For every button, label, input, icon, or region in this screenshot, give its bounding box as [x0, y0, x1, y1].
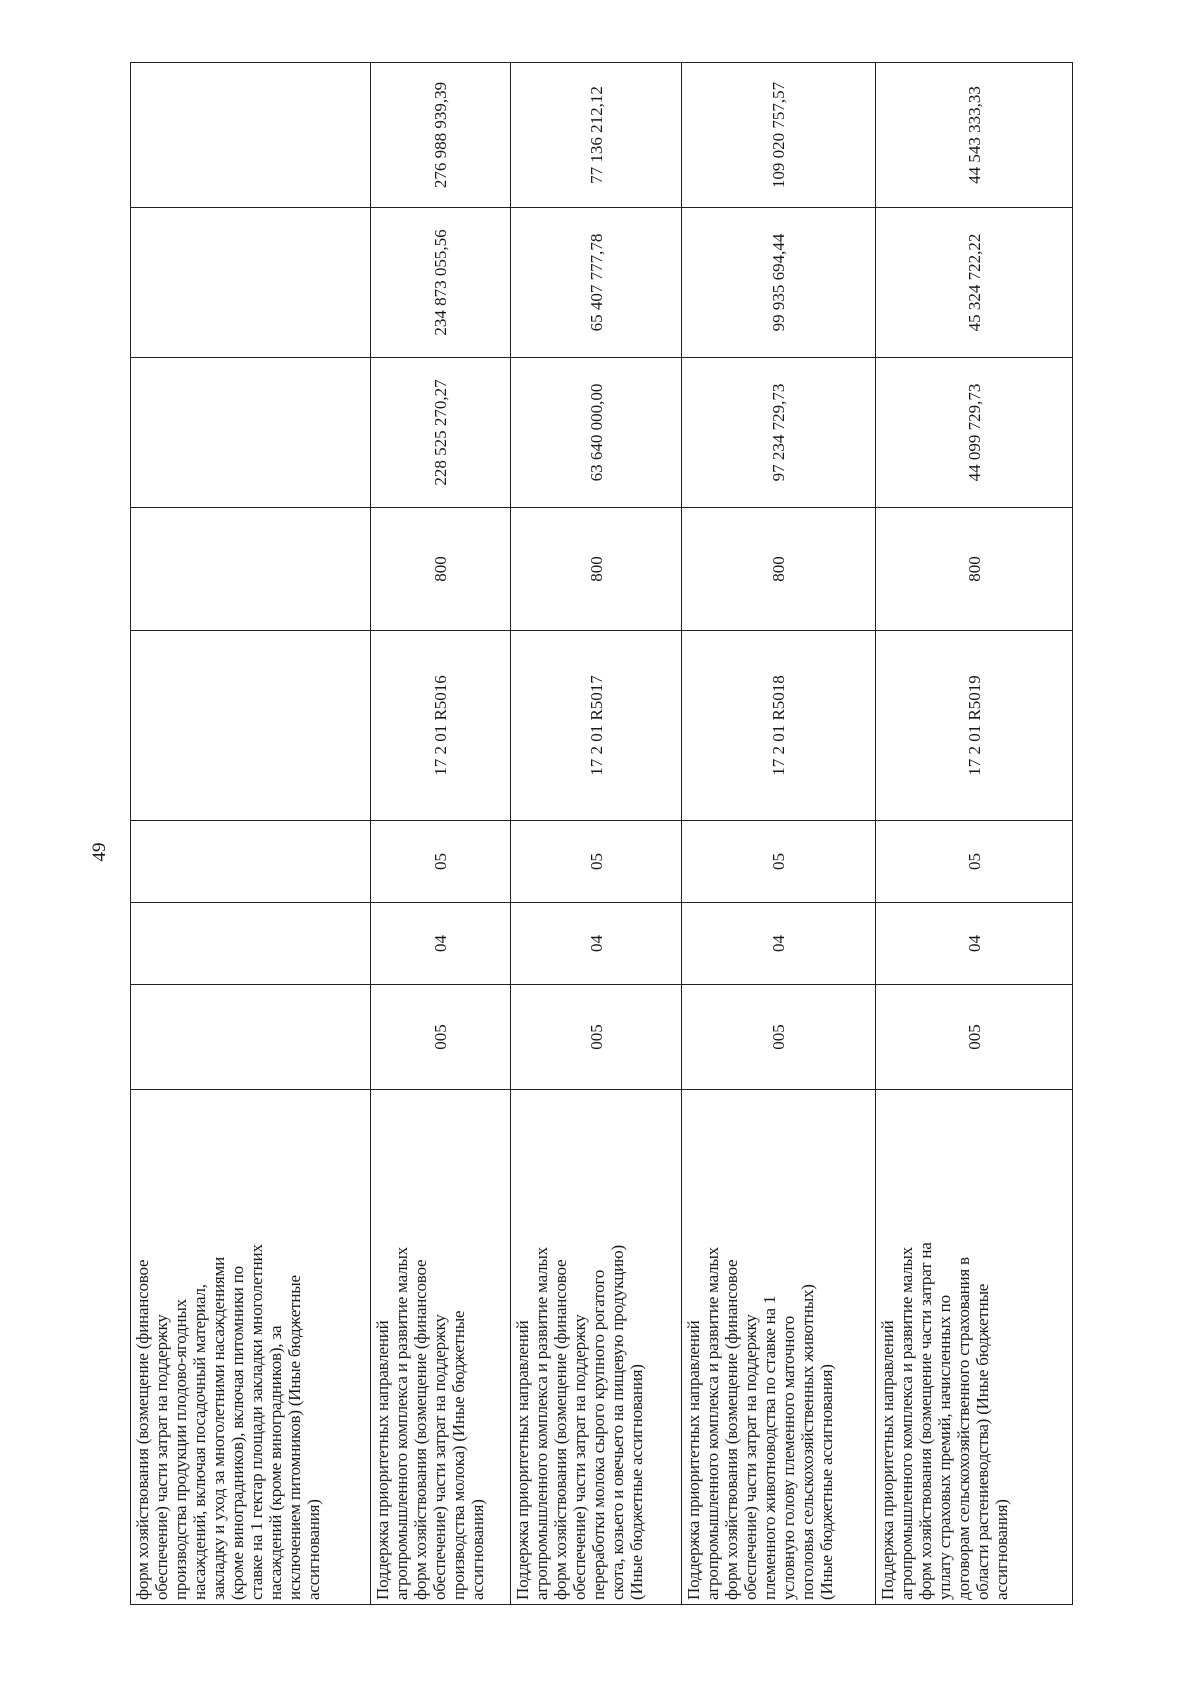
row-expense-type: 800	[371, 508, 511, 631]
row-section	[131, 903, 371, 985]
table-row	[511, 63, 682, 1605]
row-amount-2: 234 873 055,56	[371, 208, 511, 358]
page-number: 49	[89, 842, 110, 862]
budget-table-container	[130, 63, 1072, 1605]
row-ministry-code: 005	[511, 985, 682, 1090]
table-row	[682, 63, 876, 1605]
row-target-article: 17 2 01 R5016	[371, 631, 511, 821]
row-ministry-code	[131, 985, 371, 1090]
row-amount-1: 63 640 000,00	[511, 358, 682, 508]
row-description: форм хозяйствования (возмещение (финансовое обеспечение) части затрат на поддержку производства продукции плодово-ягодных насаждений, включая посадочный материал, закладку и уход за многолетними насаждениями (кроме виноградников), включая питомники по ставке на 1 гектар площади закладки многолетних насаждений (кроме виноградников), за исключением питомников) (Иные бюджетные ассигнования)	[131, 1090, 371, 1605]
row-amount-3: 109 020 757,57	[682, 63, 876, 208]
row-description: Поддержка приоритетных направлений агропромышленного комплекса и развитие малых форм хозяйствования (возмещение части затрат на уплату страховых премий, начисленных по договорам сельскохозяйственного страхования в области растениеводства) (Иные бюджетные ассигнования)	[876, 1090, 1073, 1605]
row-description: Поддержка приоритетных направлений агропромышленного комплекса и развитие малых форм хозяйствования (возмещение (финансовое обеспечение) части затрат на поддержку племенного животноводства по ставке на 1 условную голову племенного маточного поголовья сельскохозяйственных животных) (Иные бюджетные ассигнования)	[682, 1090, 876, 1605]
row-description: Поддержка приоритетных направлений агропромышленного комплекса и развитие малых форм хозяйствования (возмещение (финансовое обеспечение) части затрат на поддержку переработки молока сырого крупного рогатого скота, козьего и овечьего на пищевую продукцию) (Иные бюджетные ассигнования)	[511, 1090, 682, 1605]
row-amount-2: 45 324 722,22	[876, 208, 1073, 358]
row-target-article: 17 2 01 R5018	[682, 631, 876, 821]
table-row	[371, 63, 511, 1605]
row-target-article	[131, 631, 371, 821]
row-amount-1: 44 099 729,73	[876, 358, 1073, 508]
row-expense-type: 800	[682, 508, 876, 631]
row-subsection	[131, 821, 371, 903]
row-expense-type: 800	[511, 508, 682, 631]
row-subsection: 05	[511, 821, 682, 903]
row-amount-3: 77 136 212,12	[511, 63, 682, 208]
table-row	[876, 63, 1073, 1605]
row-amount-2	[131, 208, 371, 358]
row-amount-3: 276 988 939,39	[371, 63, 511, 208]
row-expense-type: 800	[876, 508, 1073, 631]
row-amount-1: 228 525 270,27	[371, 358, 511, 508]
row-amount-2: 99 935 694,44	[682, 208, 876, 358]
row-ministry-code: 005	[876, 985, 1073, 1090]
row-section: 04	[876, 903, 1073, 985]
row-amount-1: 97 234 729,73	[682, 358, 876, 508]
row-subsection: 05	[682, 821, 876, 903]
table-row	[131, 63, 371, 1605]
row-description: Поддержка приоритетных направлений агропромышленного комплекса и развитие малых форм хозяйствования (возмещение (финансовое обеспечение) части затрат на поддержку производства молока) (Иные бюджетные ассигнования)	[371, 1090, 511, 1605]
budget-table	[130, 62, 1073, 1605]
row-target-article: 17 2 01 R5019	[876, 631, 1073, 821]
row-ministry-code: 005	[371, 985, 511, 1090]
row-amount-3: 44 543 333,33	[876, 63, 1073, 208]
row-section: 04	[371, 903, 511, 985]
row-expense-type	[131, 508, 371, 631]
row-amount-2: 65 407 777,78	[511, 208, 682, 358]
row-section: 04	[682, 903, 876, 985]
row-subsection: 05	[876, 821, 1073, 903]
row-subsection: 05	[371, 821, 511, 903]
row-section: 04	[511, 903, 682, 985]
row-target-article: 17 2 01 R5017	[511, 631, 682, 821]
row-amount-1	[131, 358, 371, 508]
row-amount-3	[131, 63, 371, 208]
row-ministry-code: 005	[682, 985, 876, 1090]
